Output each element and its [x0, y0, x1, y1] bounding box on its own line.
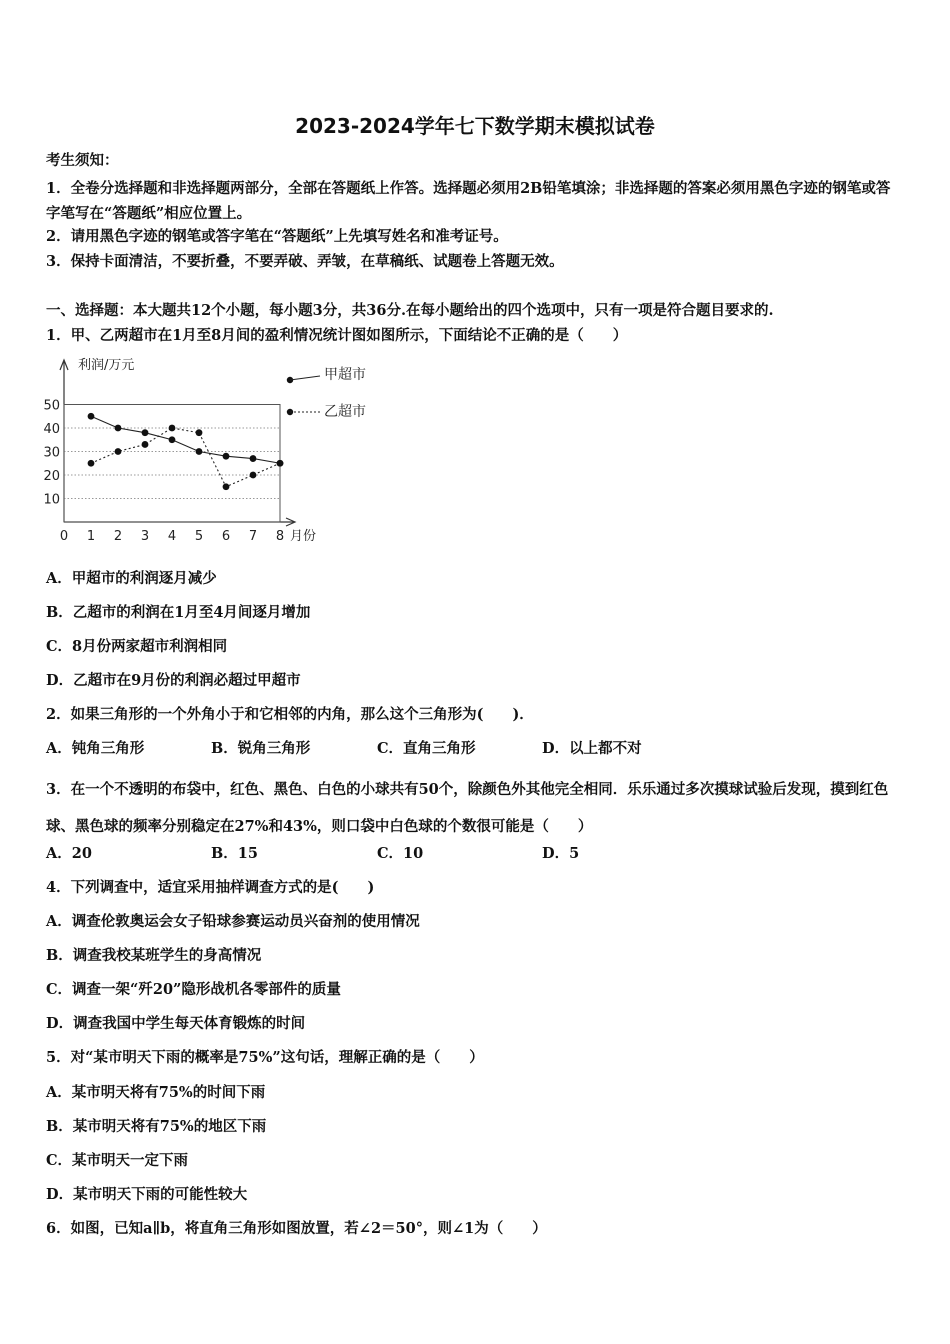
- series-2-point: [169, 425, 176, 432]
- q2-option-b: B．锐角三角形: [211, 740, 311, 757]
- q2-option-c: C．直角三角形: [377, 740, 476, 757]
- section-heading: 一、选择题：本大题共12个小题，每小题3分，共36分.在每小题给出的四个选项中，只有一项是符合题目要求的.: [46, 302, 774, 319]
- q1-option-b: B．乙超市的利润在1月至4月间逐月增加: [46, 604, 311, 621]
- q5-option-c: C．某市明天一定下雨: [46, 1152, 189, 1169]
- notice-heading: 考生须知：: [46, 152, 119, 169]
- legend-line-1: [290, 376, 320, 380]
- y-tick-label: 30: [43, 445, 60, 461]
- y-tick-label: 40: [43, 422, 60, 437]
- y-tick-label: 50: [43, 398, 60, 414]
- series-2-point: [142, 441, 149, 448]
- x-tick-label: 3: [140, 529, 150, 542]
- q5-stem: 5．对“某市明天下雨的概率是75%”这句话，理解正确的是（ ）: [46, 1049, 484, 1066]
- q3-option-c: C．10: [377, 845, 424, 862]
- q2-option-a: A．钝角三角形: [46, 740, 145, 757]
- legend-label-2: 乙超市: [324, 404, 366, 420]
- q4-option-c: C．调查一架“歼20”隐形战机各零部件的质量: [46, 981, 341, 998]
- x-tick-label: 5: [194, 529, 204, 542]
- y-tick-label: 20: [43, 469, 60, 484]
- x-tick-label: 7: [248, 529, 258, 542]
- profit-line-chart: [40, 352, 400, 542]
- series-2-point: [223, 483, 230, 490]
- q3-option-a: A．20: [46, 845, 92, 862]
- page-title: 2023-2024学年七下数学期末模拟试卷: [295, 114, 655, 138]
- q1-option-a: A．甲超市的利润逐月减少: [46, 570, 217, 587]
- q4-stem: 4．下列调查中，适宜采用抽样调查方式的是( ): [46, 879, 375, 896]
- x-tick-label: 6: [221, 529, 231, 542]
- series-1-point: [115, 425, 122, 432]
- series-1-point: [250, 455, 257, 462]
- q2-option-d: D．以上都不对: [542, 740, 642, 757]
- x-tick-label: 0: [59, 529, 69, 542]
- q3-stem: 3．在一个不透明的布袋中，红色、黑色、白色的小球共有50个，除颜色外其他完全相同．乐乐通过多次摸球试验后发现，摸到红色球、黑色球的频率分别稳定在27%和43%，则口袋中白色球的个数很可能是（ ）: [46, 781, 889, 835]
- series-1-point: [169, 436, 176, 443]
- y-axis-label: 利润/万元: [78, 358, 135, 373]
- q5-option-a: A．某市明天将有75%的时间下雨: [46, 1084, 266, 1101]
- series-2-point: [250, 472, 257, 479]
- q1-option-c: C．8月份两家超市利润相同: [46, 638, 228, 655]
- q2-stem: 2．如果三角形的一个外角小于和它相邻的内角，那么这个三角形为( )．: [46, 706, 534, 723]
- q4-option-a: A．调查伦敦奥运会女子铅球参赛运动员兴奋剂的使用情况: [46, 913, 420, 930]
- plot-frame: [64, 405, 280, 523]
- q6-stem: 6．如图，已知a∥b，将直角三角形如图放置，若∠2＝50°，则∠1为（ ）: [46, 1220, 547, 1237]
- series-1-point: [88, 413, 95, 420]
- x-tick-label: 8: [275, 529, 285, 542]
- series-2-point: [115, 448, 122, 455]
- q1-option-d: D．乙超市在9月份的利润必超过甲超市: [46, 672, 301, 689]
- y-tick-label: 10: [43, 492, 60, 508]
- series-2-point: [196, 429, 203, 436]
- series-2-point: [277, 460, 284, 467]
- series-1-point: [223, 453, 230, 460]
- legend-label-1: 甲超市: [324, 367, 366, 383]
- notice-1: 1．全卷分选择题和非选择题两部分，全部在答题纸上作答。选择题必须用2B铅笔填涂；非选择题的答案必须用黑色字迹的钢笔或答字笔写在“答题纸”相应位置上。: [46, 180, 891, 222]
- x-axis-label: 月份: [290, 529, 317, 542]
- q4-option-b: B．调查我校某班学生的身高情况: [46, 947, 262, 964]
- q3-option-b: B．15: [211, 845, 258, 862]
- notice-2: 2．请用黑色字迹的钢笔或答字笔在“答题纸”上先填写姓名和准考证号。: [46, 228, 508, 245]
- series-2-point: [88, 460, 95, 467]
- q5-option-b: B．某市明天将有75%的地区下雨: [46, 1118, 267, 1135]
- notice-3: 3．保持卡面清洁，不要折叠，不要弄破、弄皱，在草稿纸、试题卷上答题无效。: [46, 253, 564, 270]
- q5-option-d: D．某市明天下雨的可能性较大: [46, 1186, 248, 1203]
- q4-option-d: D．调查我国中学生每天体育锻炼的时间: [46, 1015, 306, 1032]
- x-tick-label: 1: [86, 529, 96, 542]
- q3-option-d: D．5: [542, 845, 580, 862]
- x-tick-label: 4: [167, 529, 177, 542]
- series-1-point: [196, 448, 203, 455]
- x-tick-label: 2: [113, 529, 123, 542]
- series-1-point: [142, 429, 149, 436]
- q1-stem: 1．甲、乙两超市在1月至8月间的盈利情况统计图如图所示，下面结论不正确的是（ ）: [46, 327, 628, 344]
